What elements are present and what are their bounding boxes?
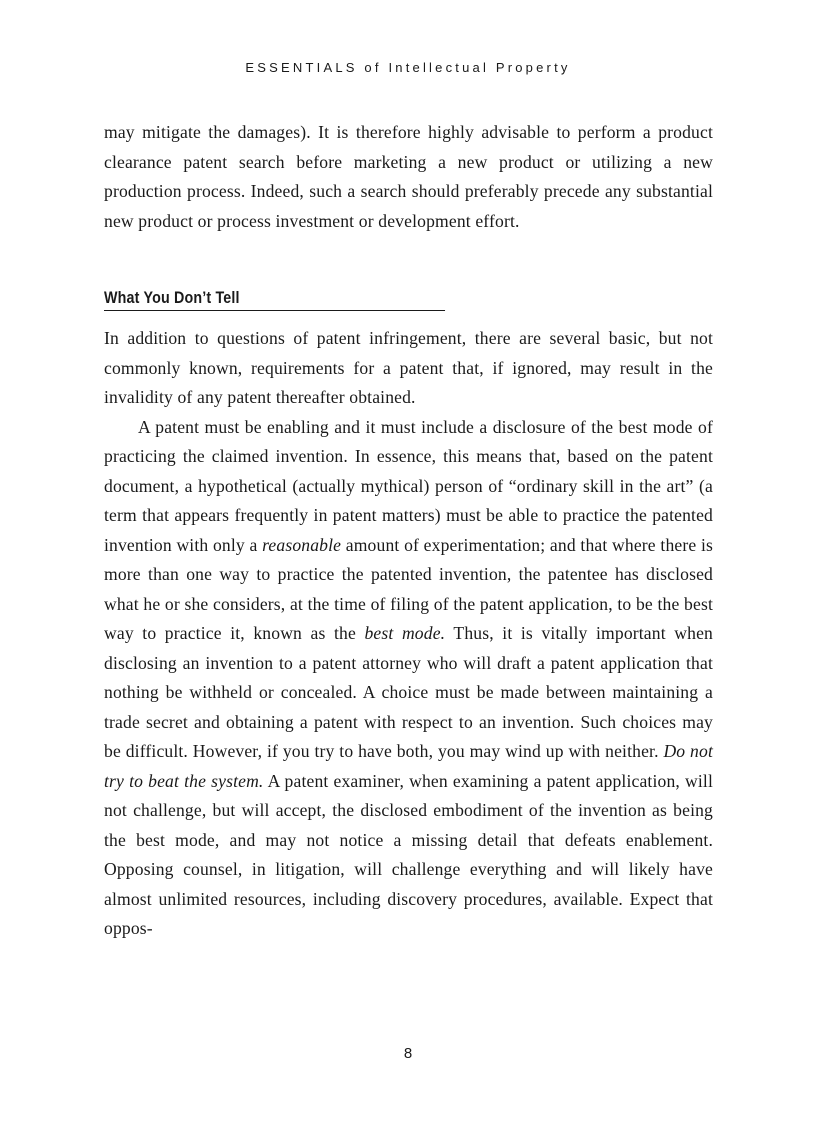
section-paragraph-2 [104, 413, 713, 944]
section-paragraph-1: In addition to questions of patent infringement, there are several basic, but not commonly known, requirements for a patent that, if ignored, may result in the invalidity of any patent thereafter obtained. [104, 328, 713, 407]
intro-text-block [104, 118, 713, 236]
section-heading: What You Don’t Tell [104, 288, 445, 311]
intro-paragraph: may mitigate the damages). It is therefore highly advisable to perform a product clearance patent search before marketing a new product or utilizing a new production process. Indeed, such a search should preferably precede any substantial new product or process investment or development effort. [104, 122, 713, 231]
emphasis-do-not-beat-system: Do not try to beat the system. [104, 741, 713, 791]
paragraph-2-text-4: A patent examiner, when examining a patent application, will not challenge, but will accept, the disclosed embodiment of the invention as being the best mode, and may not notice a missing detail that defeats enablement. Opposing counsel, in litigation, will challenge everything and will likely have almost unlimited resources, including discovery procedures, available. Expect that oppos- [104, 770, 713, 938]
page-number: 8 [403, 1045, 413, 1062]
paragraph-2-text-1: A patent must be enabling and it must include a disclosure of the best mode of practicing the claimed invention. In essence, this means that, based on the patent document, a hypothetical (actually mythical) person of “ordinary skill in the art” (a term that appears frequently in patent matters) must be able to practice the patented invention with only a [104, 416, 713, 555]
emphasis-best-mode: best mode. [364, 623, 446, 643]
paragraph-2-text-2: amount of experimentation; and that where there is more than one way to practice the patented invention, the patentee has disclosed what he or she considers, at the time of filing of the patent application, to be the best way to practice it, known as the [104, 534, 713, 643]
section-text-block [104, 324, 713, 944]
emphasis-reasonable: reasonable [262, 534, 342, 555]
paragraph-2-text-3: Thus, it is vitally important when disclosing an invention to a patent attorney who will draft a patent application that nothing be withheld or concealed. A choice must be made between maintaining a trade secret and obtaining a patent with respect to an invention. Such choices may be difficult. However, if you try to have both, you may wind up with neither. [104, 623, 713, 761]
running-head: ESSENTIALS of Intellectual Property [245, 60, 571, 75]
